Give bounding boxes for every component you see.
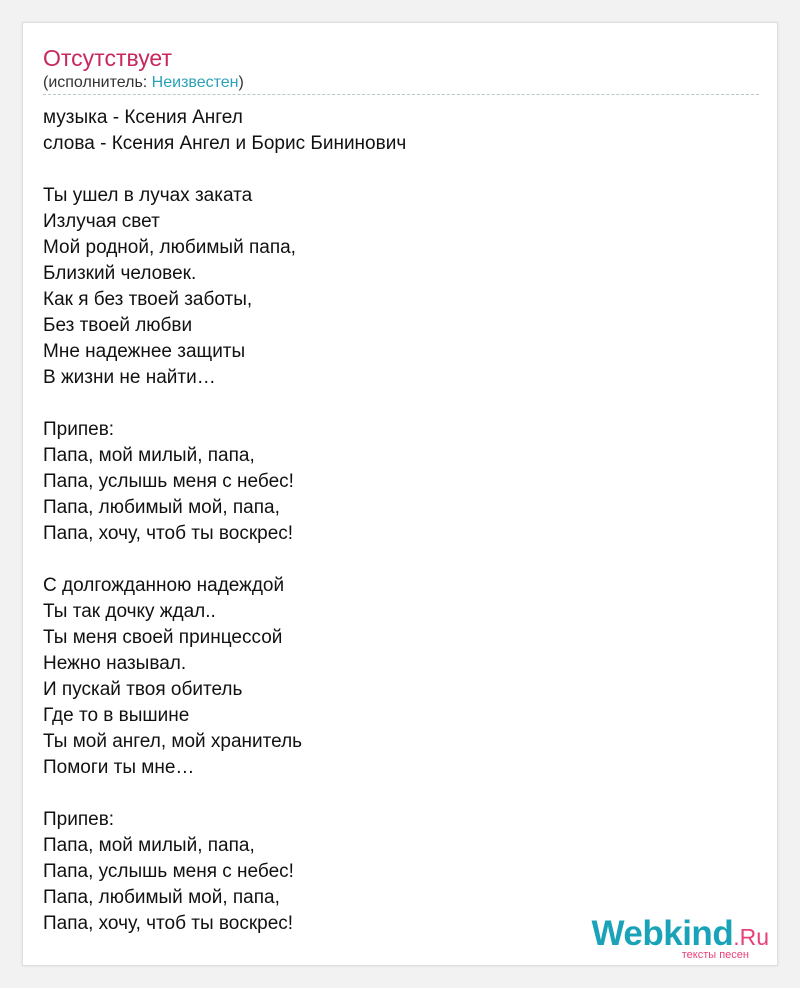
lyric-line: Ты ушел в лучах заката [43, 185, 253, 206]
logo-tld: .Ru [733, 924, 769, 950]
artist-prefix: (исполнитель: [43, 74, 152, 91]
stanza-break [43, 157, 406, 183]
lyric-line: Нежно называл. [43, 653, 187, 674]
lyric-line: Папа, любимый мой, папа, [43, 887, 280, 908]
lyric-line: Мне надежнее защиты [43, 341, 246, 362]
lyric-line: Ты мой ангел, мой хранитель [43, 731, 303, 752]
lyric-line: Припев: [43, 419, 115, 440]
lyric-line: Папа, мой милый, папа, [43, 835, 255, 856]
logo-brand-name: Webkind [591, 914, 734, 953]
lyric-line: Папа, хочу, чтоб ты воскрес! [43, 913, 294, 934]
lyric-line: Папа, услышь меня с небес! [43, 471, 294, 492]
lyric-line: Ты так дочку ждал.. [43, 601, 216, 622]
lyric-line: Папа, любимый мой, папа, [43, 497, 280, 518]
lyric-line: Мой родной, любимый папа, [43, 237, 296, 258]
lyric-line: Как я без твоей заботы, [43, 289, 253, 310]
lyric-line: В жизни не найти… [43, 367, 216, 388]
lyric-line: Папа, хочу, чтоб ты воскрес! [43, 523, 294, 544]
lyric-line: Помоги ты мне… [43, 757, 195, 778]
lyric-line: Припев: [43, 809, 115, 830]
lyric-line: Папа, услышь меня с небес! [43, 861, 294, 882]
lyric-line: С долгожданною надеждой [43, 575, 285, 596]
site-logo[interactable] [591, 914, 770, 961]
song-title: Отсутствует [43, 45, 172, 71]
lyric-line: Близкий человек. [43, 263, 197, 284]
lyrics-text [43, 105, 406, 937]
stanza-break [43, 547, 406, 573]
logo-tagline: тексты песен [681, 949, 749, 961]
artist-link[interactable]: Неизвестен [151, 74, 239, 91]
stanza-break [43, 391, 406, 417]
lyric-line: музыка - Ксения Ангел [43, 107, 243, 128]
lyric-line: Ты меня своей принцессой [43, 627, 283, 648]
lyrics-card [22, 22, 778, 966]
artist-line [43, 74, 244, 92]
stanza-break [43, 781, 406, 807]
lyric-line: И пускай твоя обитель [43, 679, 243, 700]
lyric-line: Папа, мой милый, папа, [43, 445, 255, 466]
lyric-line: Где то в вышине [43, 705, 190, 726]
header-divider [43, 94, 759, 95]
lyric-line: Излучая свет [43, 211, 160, 232]
artist-suffix: ) [238, 74, 244, 91]
lyric-line: Без твоей любви [43, 315, 193, 336]
lyric-line: слова - Ксения Ангел и Борис Бининович [43, 133, 407, 154]
